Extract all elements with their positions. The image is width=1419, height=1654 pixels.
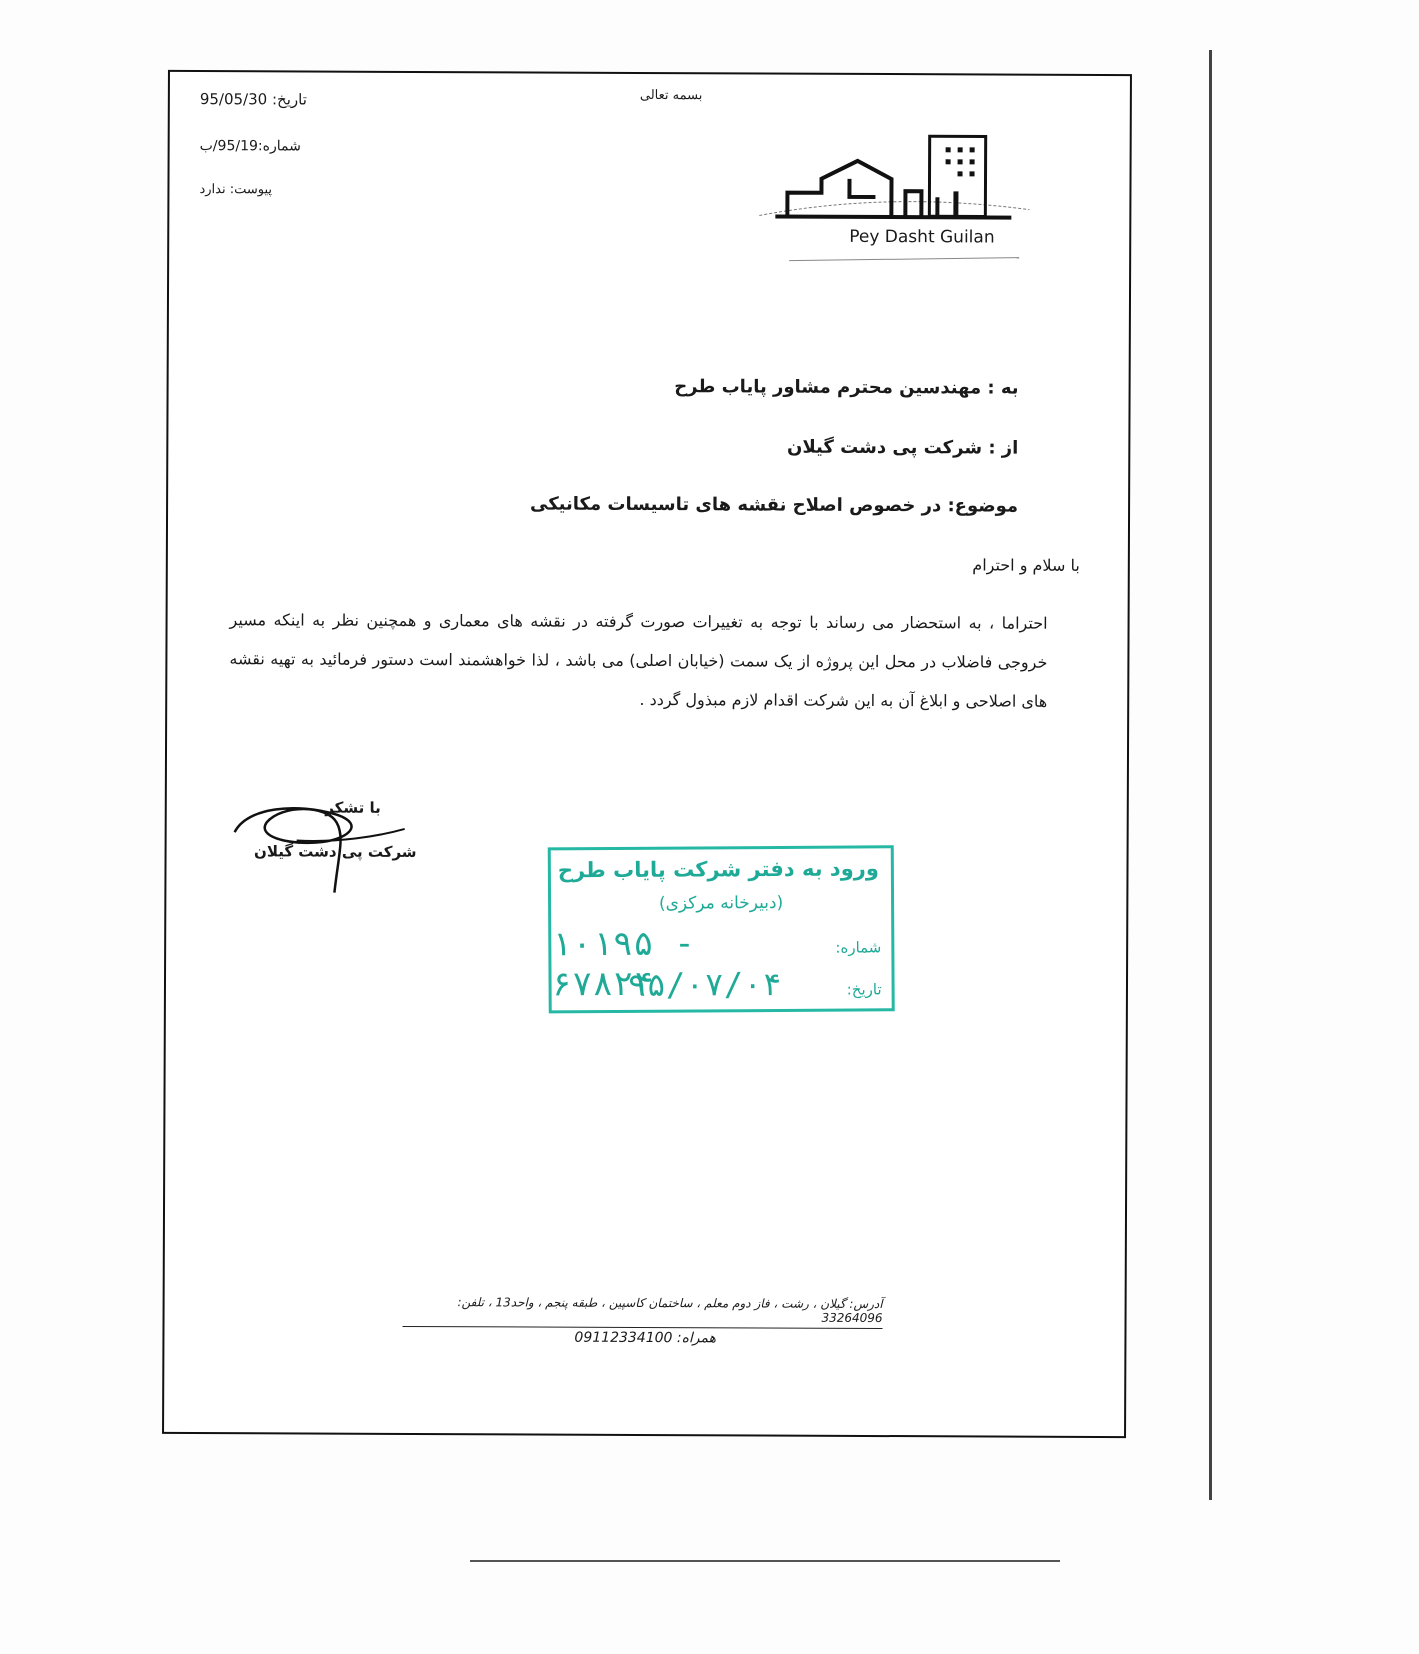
company-logo <box>749 130 1040 281</box>
date-label: تاریخ: <box>271 90 307 109</box>
stamp-date-label: تاریخ: <box>846 980 882 999</box>
date-value: 95/05/30 <box>199 90 268 109</box>
logo-text: Pey Dasht Guilan <box>849 226 995 248</box>
building-house-logo-icon <box>749 130 1040 281</box>
letter-attachment <box>199 182 272 197</box>
basmala: بسمه تعالی <box>639 87 703 104</box>
subject-line: موضوع: در خصوص اصلاح نقشه های تاسیسات مکانیکی <box>529 493 1019 517</box>
sender-line: از : شرکت پی دشت گیلان <box>786 436 1019 459</box>
letter-number <box>200 138 301 154</box>
recipient-line: به : مهندسین محترم مشاور پایاب طرح <box>674 376 1019 399</box>
footer-address: آدرس: گیلان ، رشت ، فاز دوم معلم ، ساختمان کاسپین ، طبقه پنجم ، واحد13 ، تلفن: 33264096 <box>402 1295 882 1329</box>
receipt-stamp <box>548 845 895 1013</box>
closing-text: با تشکر <box>325 798 381 817</box>
attachment-label: پیوست: <box>229 182 273 198</box>
signature-block <box>216 792 416 903</box>
letter-page <box>162 70 1132 1438</box>
letter-date <box>200 90 307 108</box>
stamp-subtitle: (دبیرخانه مرکزی) <box>658 892 784 914</box>
number-label: شماره: <box>257 138 301 155</box>
footer-mobile: همراه: 09112334100 <box>574 1329 717 1347</box>
stamp-number-value: ۱۰۱۹۵ - ۶۷۸۲۴ <box>551 923 695 1005</box>
stamp-number-label: شماره: <box>835 938 882 957</box>
greeting: با سلام و احترام <box>972 555 1080 575</box>
signature-company: شرکت پی دشت گیلان <box>254 842 417 861</box>
number-value: 95/19/ب <box>199 138 258 155</box>
scan-edge <box>1209 50 1212 1500</box>
attachment-value: ندارد <box>199 182 226 198</box>
scan-artifact-line <box>470 1560 1060 1562</box>
letter-body: احتراما ، به استحضار می رساند با توجه به تغییرات صورت گرفته در نقشه های معماری و همچنین نظر به اینکه مسیر خروجی فاضلاب در محل این پروژه از یک سمت (خیابان اصلی) می باشد ، لذا خواهشمند است دستور فرمائید به تهیه نقشه های اصلاحی و ابلاغ آن به این شرکت اقدام لازم مبذول گردد . <box>229 610 1048 711</box>
stamp-date-value: ۹۵/۰۷/۰۴ <box>627 964 782 1004</box>
stamp-title: ورود به دفتر شرکت پایاب طرح <box>557 856 879 883</box>
